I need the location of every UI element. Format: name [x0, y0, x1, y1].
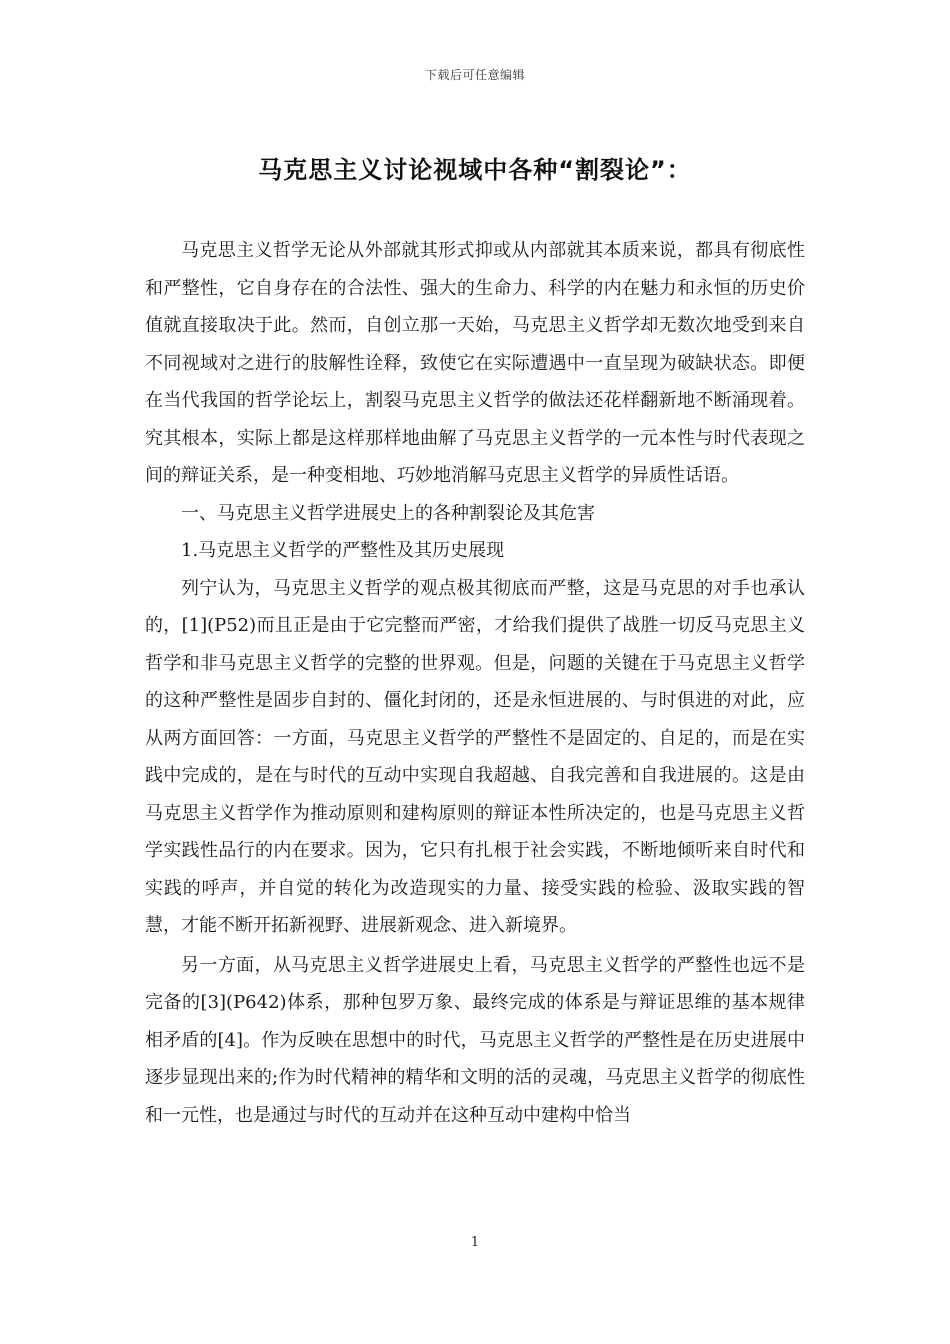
- document-title: 马克思主义讨论视域中各种“割裂论”：: [258, 156, 692, 184]
- body-paragraph: 列宁认为，马克思主义哲学的观点极其彻底而严整，这是马克思的对手也承认的，[1](P52)而且正是由于它完整而严密，才给我们提供了战胜一切反马克思主义哲学和非马克思主义哲学的完整的世界观。但是，问题的关键在于马克思主义哲学的这种严整性是固步自封的、僵化封闭的，还是永恒进展的、与时俱进的对此，应从两方面回答：一方面，马克思主义哲学的严整性不是固定的、自足的，而是在实践中完成的，是在与时代的互动中实现自我超越、自我完善和自我进展的。这是由马克思主义哲学作为推动原则和建构原则的辩证本性所决定的，也是马克思主义哲学实践性品行的内在要求。因为，它只有扎根于社会实践，不断地倾听来自时代和实践的呼声，并自觉的转化为改造现实的力量、接受实践的检验、汲取实践的智慧，才能不断开拓新视野、进展新观念、进入新境界。: [145, 577, 805, 936]
- body-paragraph: 另一方面，从马克思主义哲学进展史上看，马克思主义哲学的严整性也远不是完备的[3](P642)体系，那种包罗万象、最终完成的体系是与辩证思维的基本规律相矛盾的[4]。作为反映在思想中的时代，马克思主义哲学的严整性是在历史进展中逐步显现出来的;作为时代精神的精华和文明的活的灵魂，马克思主义哲学的彻底性和一元性，也是通过与时代的互动并在这种互动中建构中恰当: [145, 954, 805, 1126]
- subsection-heading: 1.马克思主义哲学的严整性及其历史展现: [181, 540, 505, 561]
- section-heading: 一、马克思主义哲学进展史上的各种割裂论及其危害: [181, 502, 595, 524]
- page-number: 1: [470, 1235, 480, 1250]
- document-body: [145, 232, 805, 1134]
- page-header-note: 下载后可任意编辑: [424, 68, 525, 82]
- intro-paragraph: 马克思主义哲学无论从外部就其形式抑或从内部就其本质来说，都具有彻底性和严整性，它自身存在的合法性、强大的生命力、科学的内在魅力和永恒的历史价值就直接取决于此。然而，自创立那一天始，马克思主义哲学却无数次地受到来自不同视域对之进行的肢解性诠释，致使它在实际遭遇中一直呈现为破缺状态。即便在当代我国的哲学论坛上，割裂马克思主义哲学的做法还花样翻新地不断涌现着。究其根本，实际上都是这样那样地曲解了马克思主义哲学的一元本性与时代表现之间的辩证关系，是一种变相地、巧妙地消解马克思主义哲学的异质性话语。: [145, 240, 805, 486]
